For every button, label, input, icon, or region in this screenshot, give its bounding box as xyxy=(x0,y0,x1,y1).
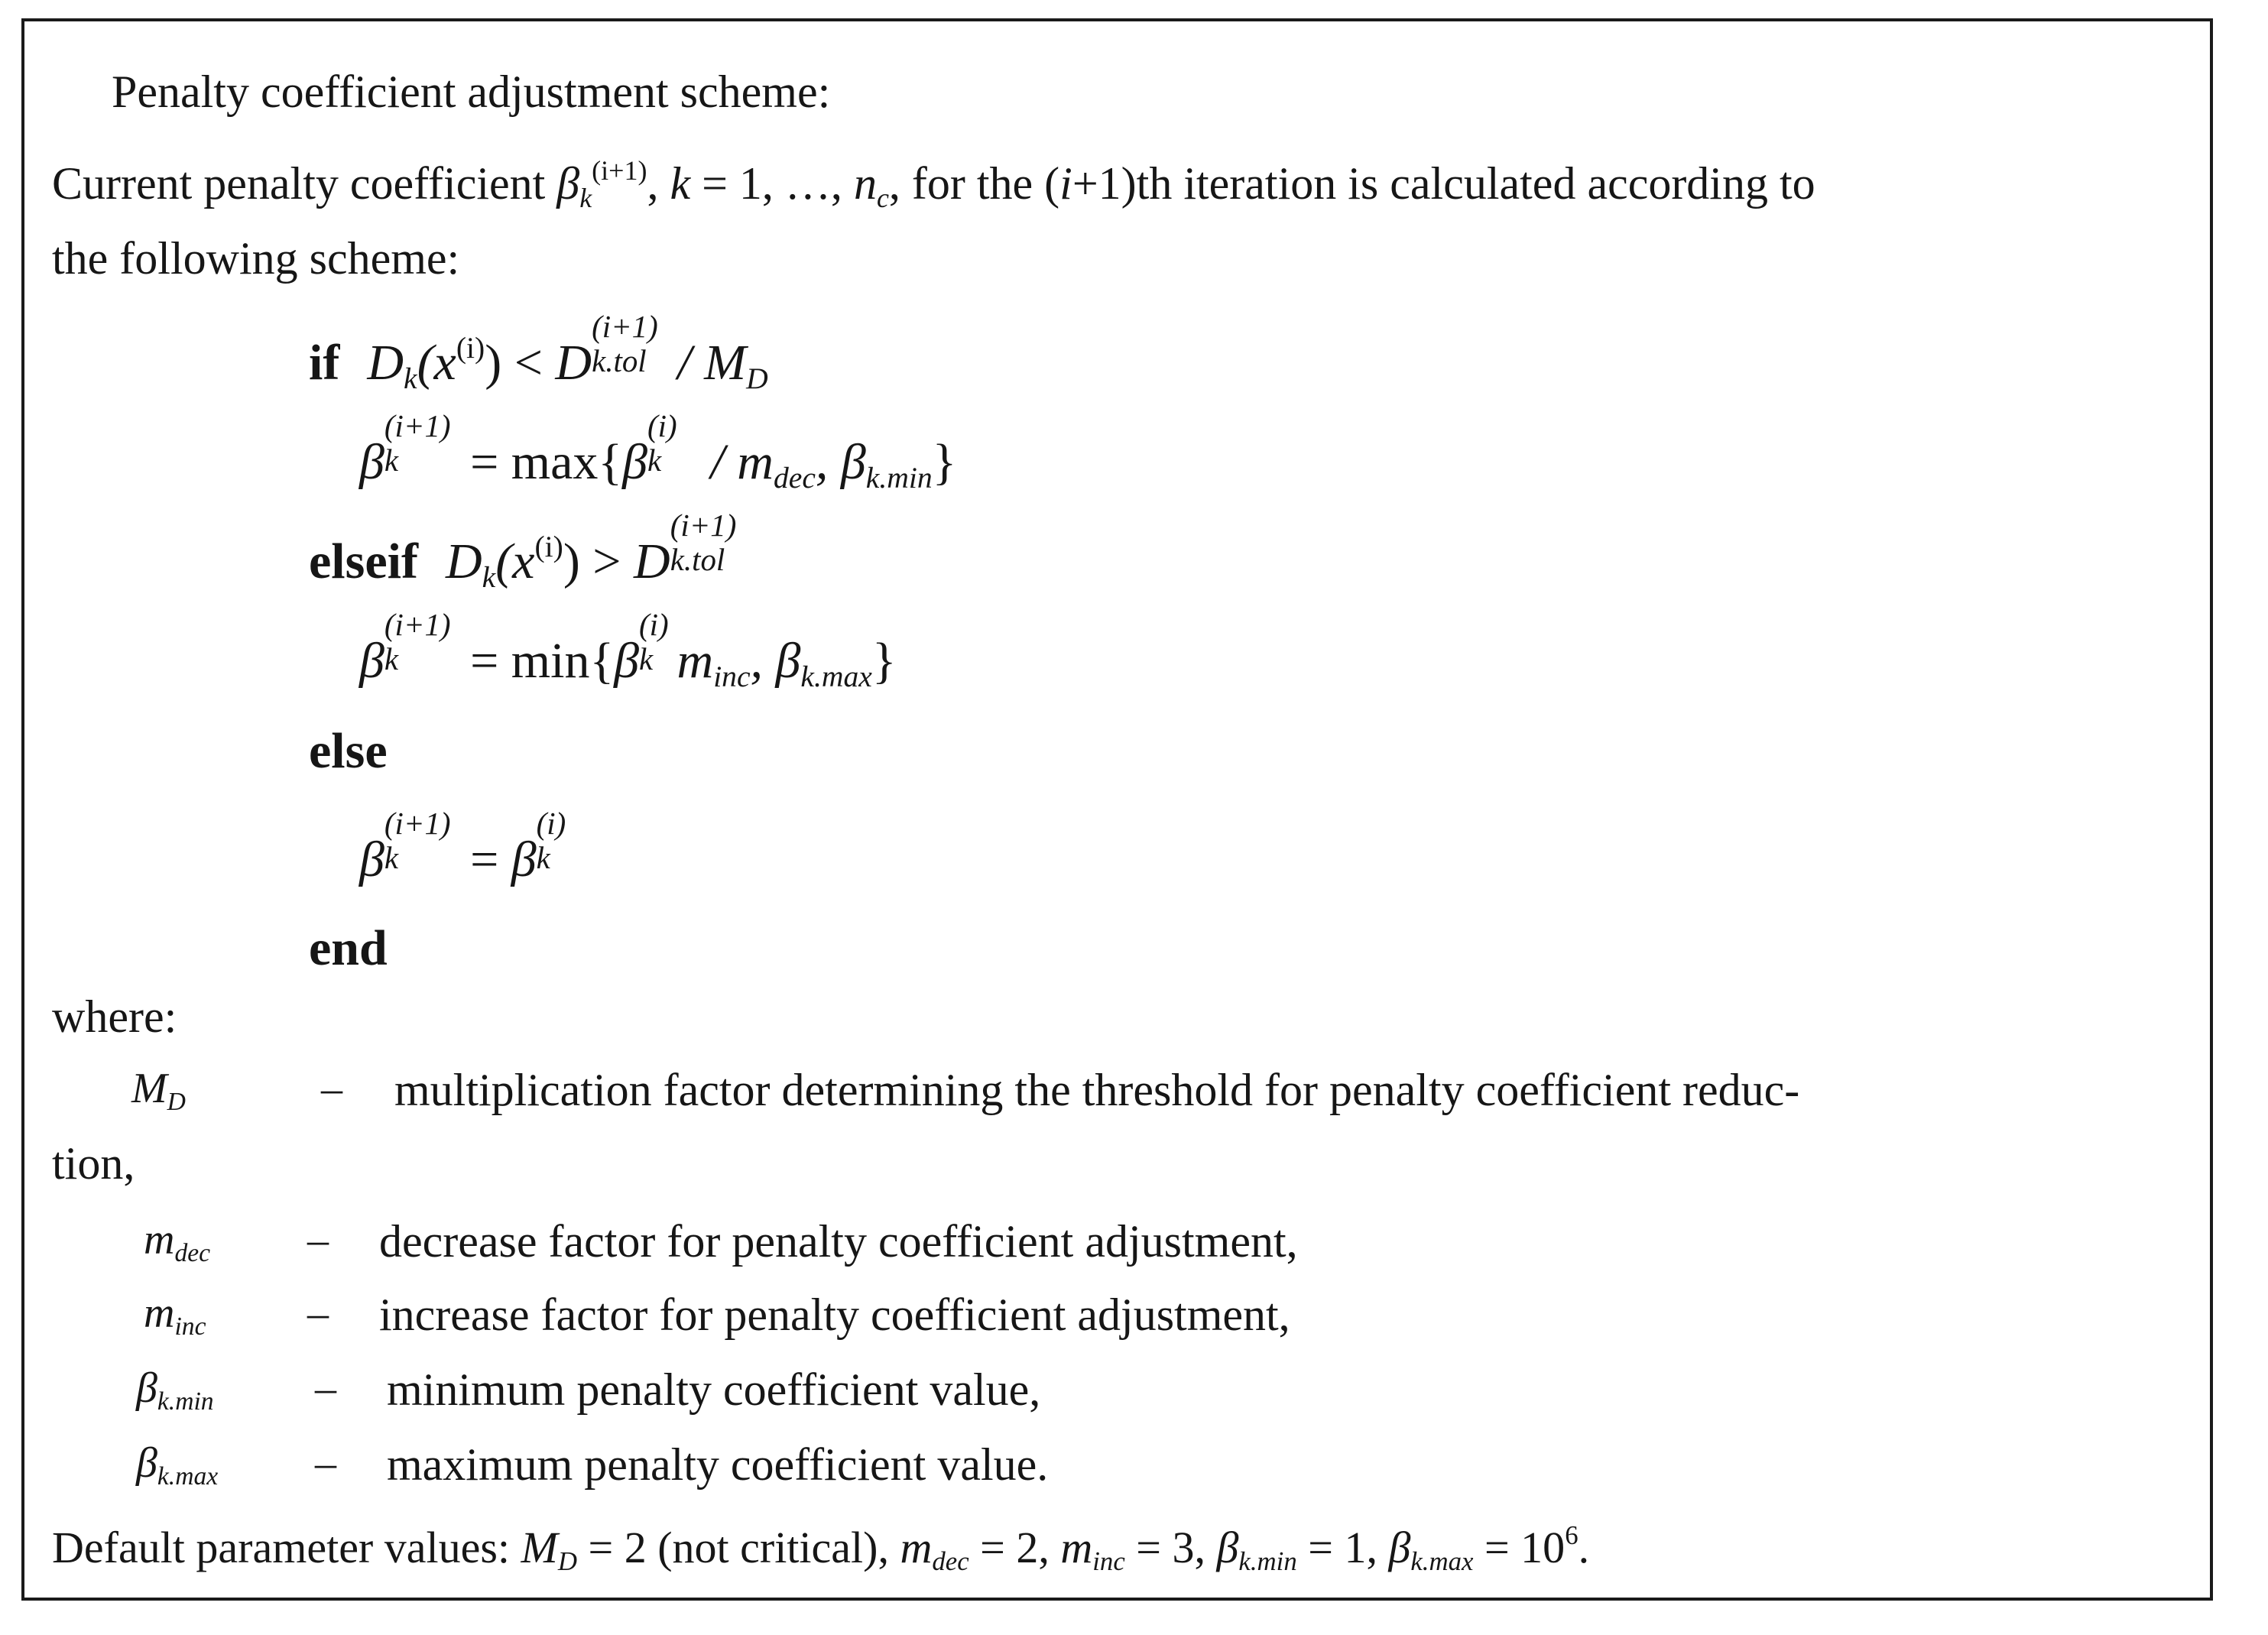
def-dash: – xyxy=(315,1439,336,1487)
def-dash: – xyxy=(307,1216,329,1264)
def-dash: – xyxy=(307,1290,329,1337)
algo-if-line: if $Dk(x^{(i)}) < D$ (i+1) k.tol / MD xyxy=(309,309,768,395)
intro-line-1: Current penalty coefficient $\beta k^{(i+1)}$, k = 1, …, nc, for the (i+1)th iteration is calculated according to xyxy=(52,154,1815,213)
box-heading: Penalty coefficient adjustment scheme: xyxy=(112,67,831,117)
def-text-mdec: decrease factor for penalty coefficient adjustment, xyxy=(379,1216,1298,1267)
def-symbol-mdec: mdec xyxy=(144,1216,211,1268)
algo-assign-decrease: β (i+1) k = max{β (i) k / mdec, βk.min} xyxy=(359,408,957,495)
def-dash: – xyxy=(315,1364,336,1412)
algo-assign-increase: β (i+1) k = min{β (i) k minc, βk.max} xyxy=(359,607,897,693)
def-text-minc: increase factor for penalty coefficient adjustment, xyxy=(379,1290,1290,1340)
algo-end-line: end xyxy=(309,920,388,976)
intro-line-2: the following scheme: xyxy=(52,233,460,284)
def-text-md-cont: tion, xyxy=(52,1138,135,1189)
def-symbol-md: MD xyxy=(131,1065,186,1117)
def-text-bkmax: maximum penalty coefficient value. xyxy=(387,1439,1049,1490)
def-symbol-minc: minc xyxy=(144,1290,206,1341)
def-symbol-bkmax: βk.max xyxy=(136,1439,219,1491)
def-text-md: multiplication factor determining the threshold for penalty coefficient reduc- xyxy=(394,1065,1800,1115)
algo-assign-keep: β (i+1) k = β (i) k xyxy=(359,806,566,887)
default-values-line: Default parameter values: MD = 2 (not critical), mdec = 2, minc = 3, βk.min = 1, $\beta k.\max = 10^6$. xyxy=(52,1520,1590,1577)
where-label: where: xyxy=(52,991,177,1042)
def-text-bkmin: minimum penalty coefficient value, xyxy=(387,1364,1041,1415)
def-symbol-bkmin: βk.min xyxy=(136,1364,214,1416)
def-dash: – xyxy=(321,1065,342,1112)
algo-else-line: else xyxy=(309,723,388,779)
algo-elseif-line: elseif $Dk(x^{(i)}) > D$ (i+1) k.tol xyxy=(309,508,737,594)
